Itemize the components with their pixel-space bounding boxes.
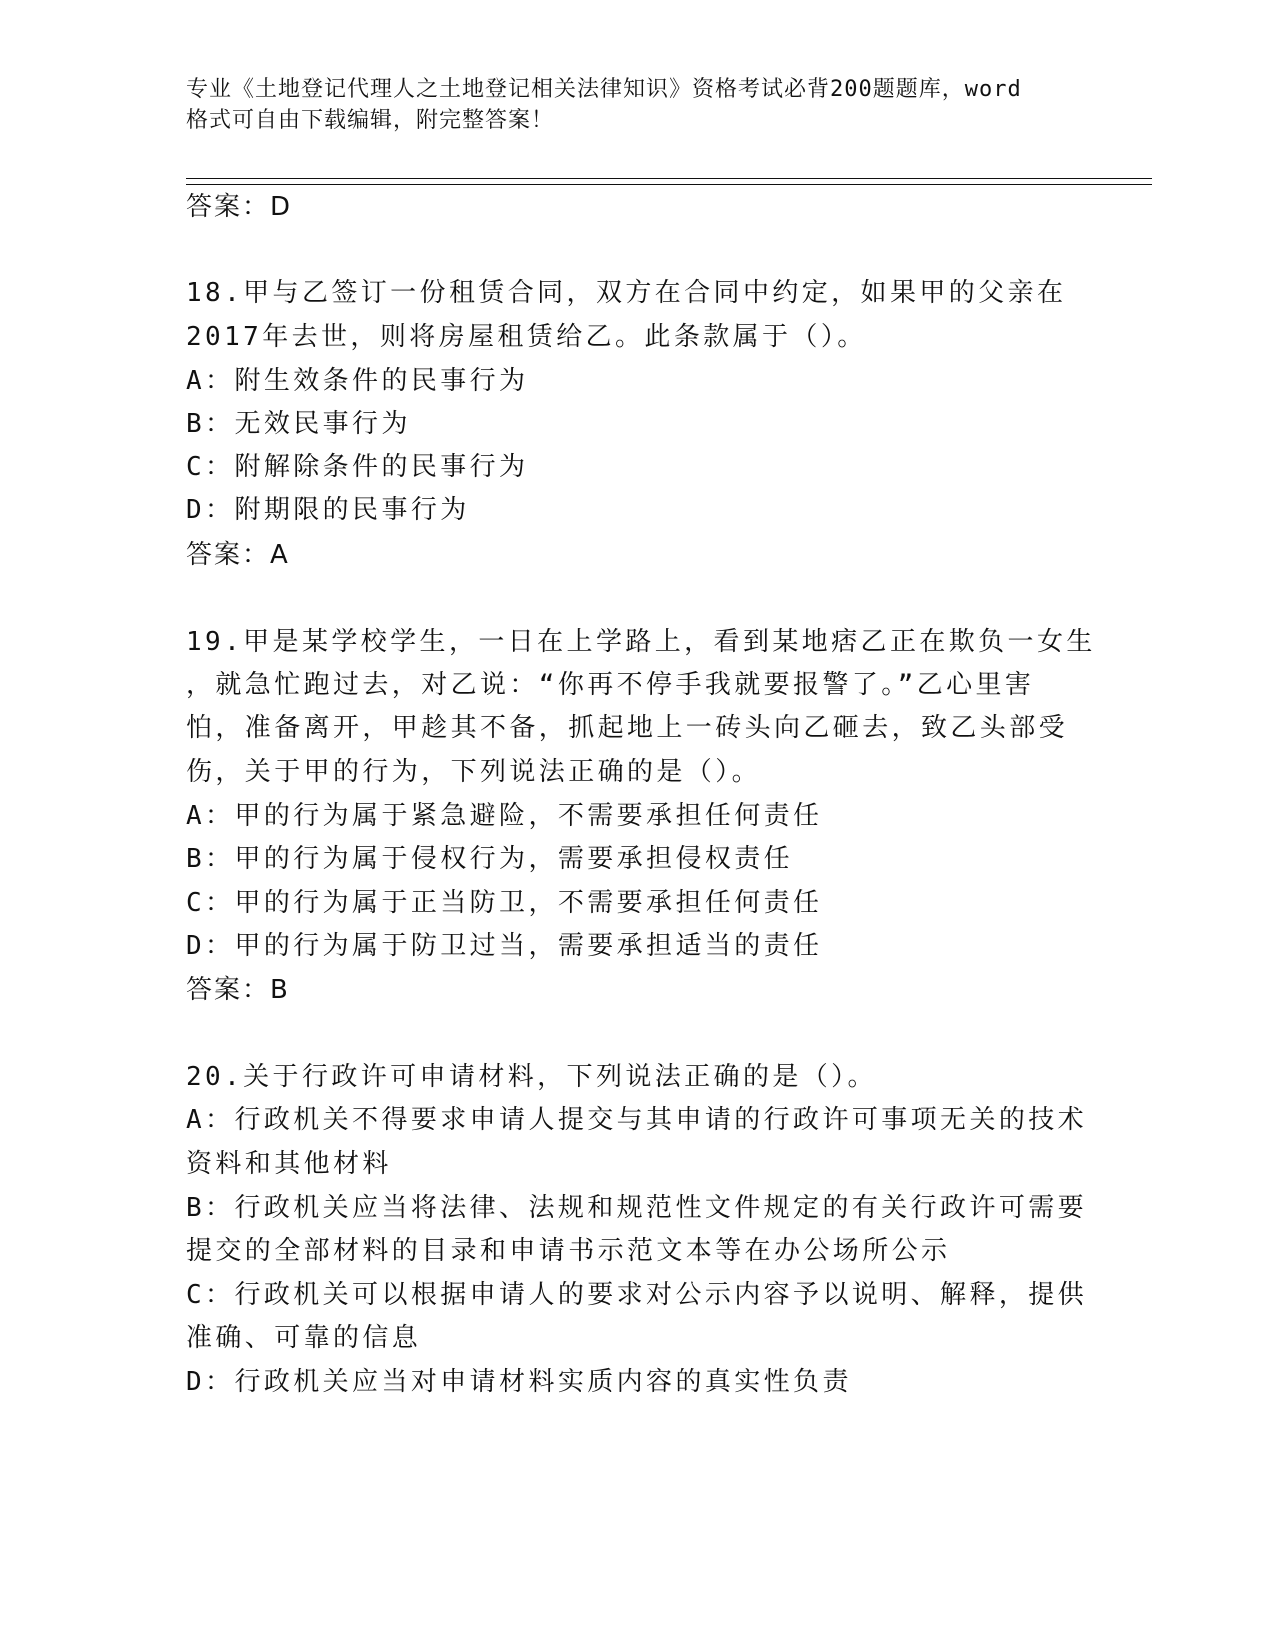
question-19-stem-1: 19.甲是某学校学生，一日在上学路上，看到某地痞乙正在欺负一女生 (186, 627, 1096, 657)
question-19-option-c: C：甲的行为属于正当防卫，不需要承担任何责任 (186, 888, 823, 918)
header-line-1: 专业《土地登记代理人之土地登记相关法律知识》资格考试必背200题题库，word (186, 77, 1022, 102)
question-20-stem-1: 20.关于行政许可申请材料，下列说法正确的是（）。 (186, 1062, 877, 1092)
header-rule-bottom (186, 184, 1152, 185)
question-20-option-d: D：行政机关应当对申请材料实质内容的真实性负责 (186, 1367, 852, 1397)
question-19-stem-2: ，就急忙跑过去，对乙说：“你再不停手我就要报警了。”乙心里害 (186, 670, 1035, 700)
page-header (186, 74, 1086, 136)
question-20-option-a-1: A：行政机关不得要求申请人提交与其申请的行政许可事项无关的技术 (186, 1105, 1088, 1135)
question-20-option-a-2: 资料和其他材料 (186, 1149, 392, 1179)
question-19-stem-4: 伤，关于甲的行为，下列说法正确的是（）。 (186, 757, 762, 787)
question-20-option-b-1: B：行政机关应当将法律、法规和规范性文件规定的有关行政许可需要 (186, 1193, 1088, 1223)
question-19-option-d: D：甲的行为属于防卫过当，需要承担适当的责任 (186, 931, 823, 961)
question-20-option-c-2: 准确、可靠的信息 (186, 1323, 422, 1353)
question-18-option-a: A：附生效条件的民事行为 (186, 366, 529, 396)
answer-18: 答案：A (186, 540, 290, 570)
question-20-option-b-2: 提交的全部材料的目录和申请书示范文本等在办公场所公示 (186, 1236, 951, 1266)
question-19-stem-3: 怕，准备离开，甲趁其不备，抓起地上一砖头向乙砸去，致乙头部受 (186, 713, 1069, 743)
question-18-option-c: C：附解除条件的民事行为 (186, 452, 529, 482)
question-20-option-c-1: C：行政机关可以根据申请人的要求对公示内容予以说明、解释，提供 (186, 1280, 1088, 1310)
question-18-option-b: B：无效民事行为 (186, 409, 411, 439)
question-18-stem-1: 18.甲与乙签订一份租赁合同，双方在合同中约定，如果甲的父亲在 (186, 278, 1067, 308)
question-19-option-b: B：甲的行为属于侵权行为，需要承担侵权责任 (186, 844, 794, 874)
header-rule-top (186, 178, 1152, 179)
question-18-option-d: D：附期限的民事行为 (186, 495, 470, 525)
header-line-2: 格式可自由下载编辑，附完整答案！ (186, 108, 555, 133)
question-19-option-a: A：甲的行为属于紧急避险，不需要承担任何责任 (186, 801, 823, 831)
answer-17: 答案：D (186, 192, 293, 222)
answer-19: 答案：B (186, 975, 290, 1005)
question-18-stem-2: 2017年去世，则将房屋租赁给乙。此条款属于（）。 (186, 322, 867, 352)
